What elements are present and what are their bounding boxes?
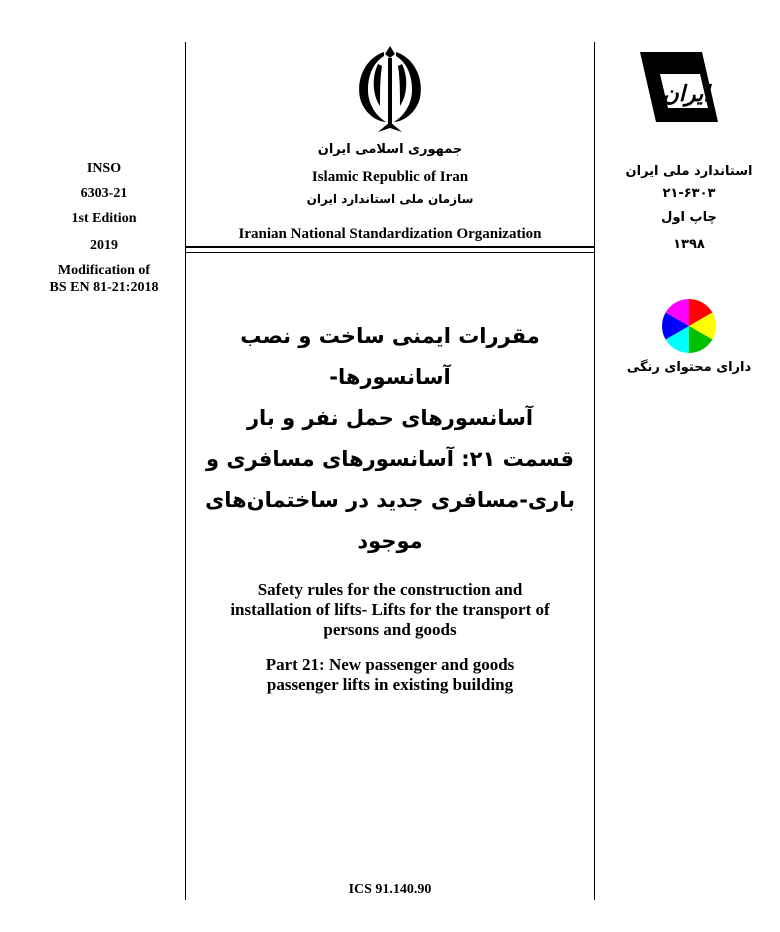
header-rule-thin — [186, 252, 594, 253]
edition-fa: چاپ اول — [661, 210, 717, 225]
number-fa: ۲۱-۶۳۰۳ — [662, 186, 716, 201]
english-subtitle — [186, 655, 594, 695]
fa-title-line3: قسمت ۲۱: آسانسورهای مسافری و — [205, 447, 575, 471]
org-fa: سازمان ملی استاندارد ایران — [306, 192, 474, 206]
standard-number: 6303-21 — [80, 186, 128, 201]
header-rule-thick — [186, 246, 594, 248]
left-info-column — [20, 160, 188, 304]
right-info-column — [598, 48, 780, 375]
fa-title-line1: مقررات ایمنی ساخت و نصب آسانسورها- — [240, 324, 540, 389]
org-en: Iranian National Standardization Organization — [238, 226, 542, 242]
en-title-line5: passenger lifts in existing building — [266, 675, 514, 694]
fa-title-line4: باری-مسافری جدید در ساختمان‌های — [204, 488, 576, 512]
right-divider — [594, 42, 595, 900]
isiri-logo-icon — [630, 48, 722, 130]
modification-line2: BS EN 81-21:2018 — [49, 280, 159, 295]
edition-label: 1st Edition — [71, 211, 137, 226]
persian-title — [186, 316, 594, 562]
standard-fa: استاندارد ملی ایران — [625, 164, 753, 179]
en-title-line1: Safety rules for the construction and — [257, 580, 523, 599]
iran-emblem-icon — [346, 42, 434, 134]
republic-fa: جمهوری اسلامی ایران — [317, 142, 463, 157]
modification-block — [20, 262, 188, 296]
republic-en: Islamic Republic of Iran — [311, 169, 469, 185]
color-wheel-icon — [661, 298, 717, 354]
year-fa: ۱۳۹۸ — [673, 237, 705, 252]
fa-title-line5: موجود — [357, 529, 423, 553]
en-title-line3: persons and goods — [323, 620, 457, 639]
year-label: 2019 — [90, 238, 118, 253]
en-title-line4: Part 21: New passenger and goods — [265, 655, 515, 674]
modification-line1: Modification of — [57, 263, 151, 278]
fa-title-line2: آسانسورهای حمل نفر و بار — [246, 406, 534, 430]
ics-code: ICS 91.140.90 — [348, 882, 432, 897]
color-note-fa: دارای محتوای رنگی — [626, 360, 752, 375]
english-title — [186, 580, 594, 640]
en-title-line2: installation of lifts- Lifts for the transport of — [230, 600, 550, 619]
logo-text: ايران — [662, 82, 710, 107]
standard-code: INSO — [86, 161, 122, 176]
